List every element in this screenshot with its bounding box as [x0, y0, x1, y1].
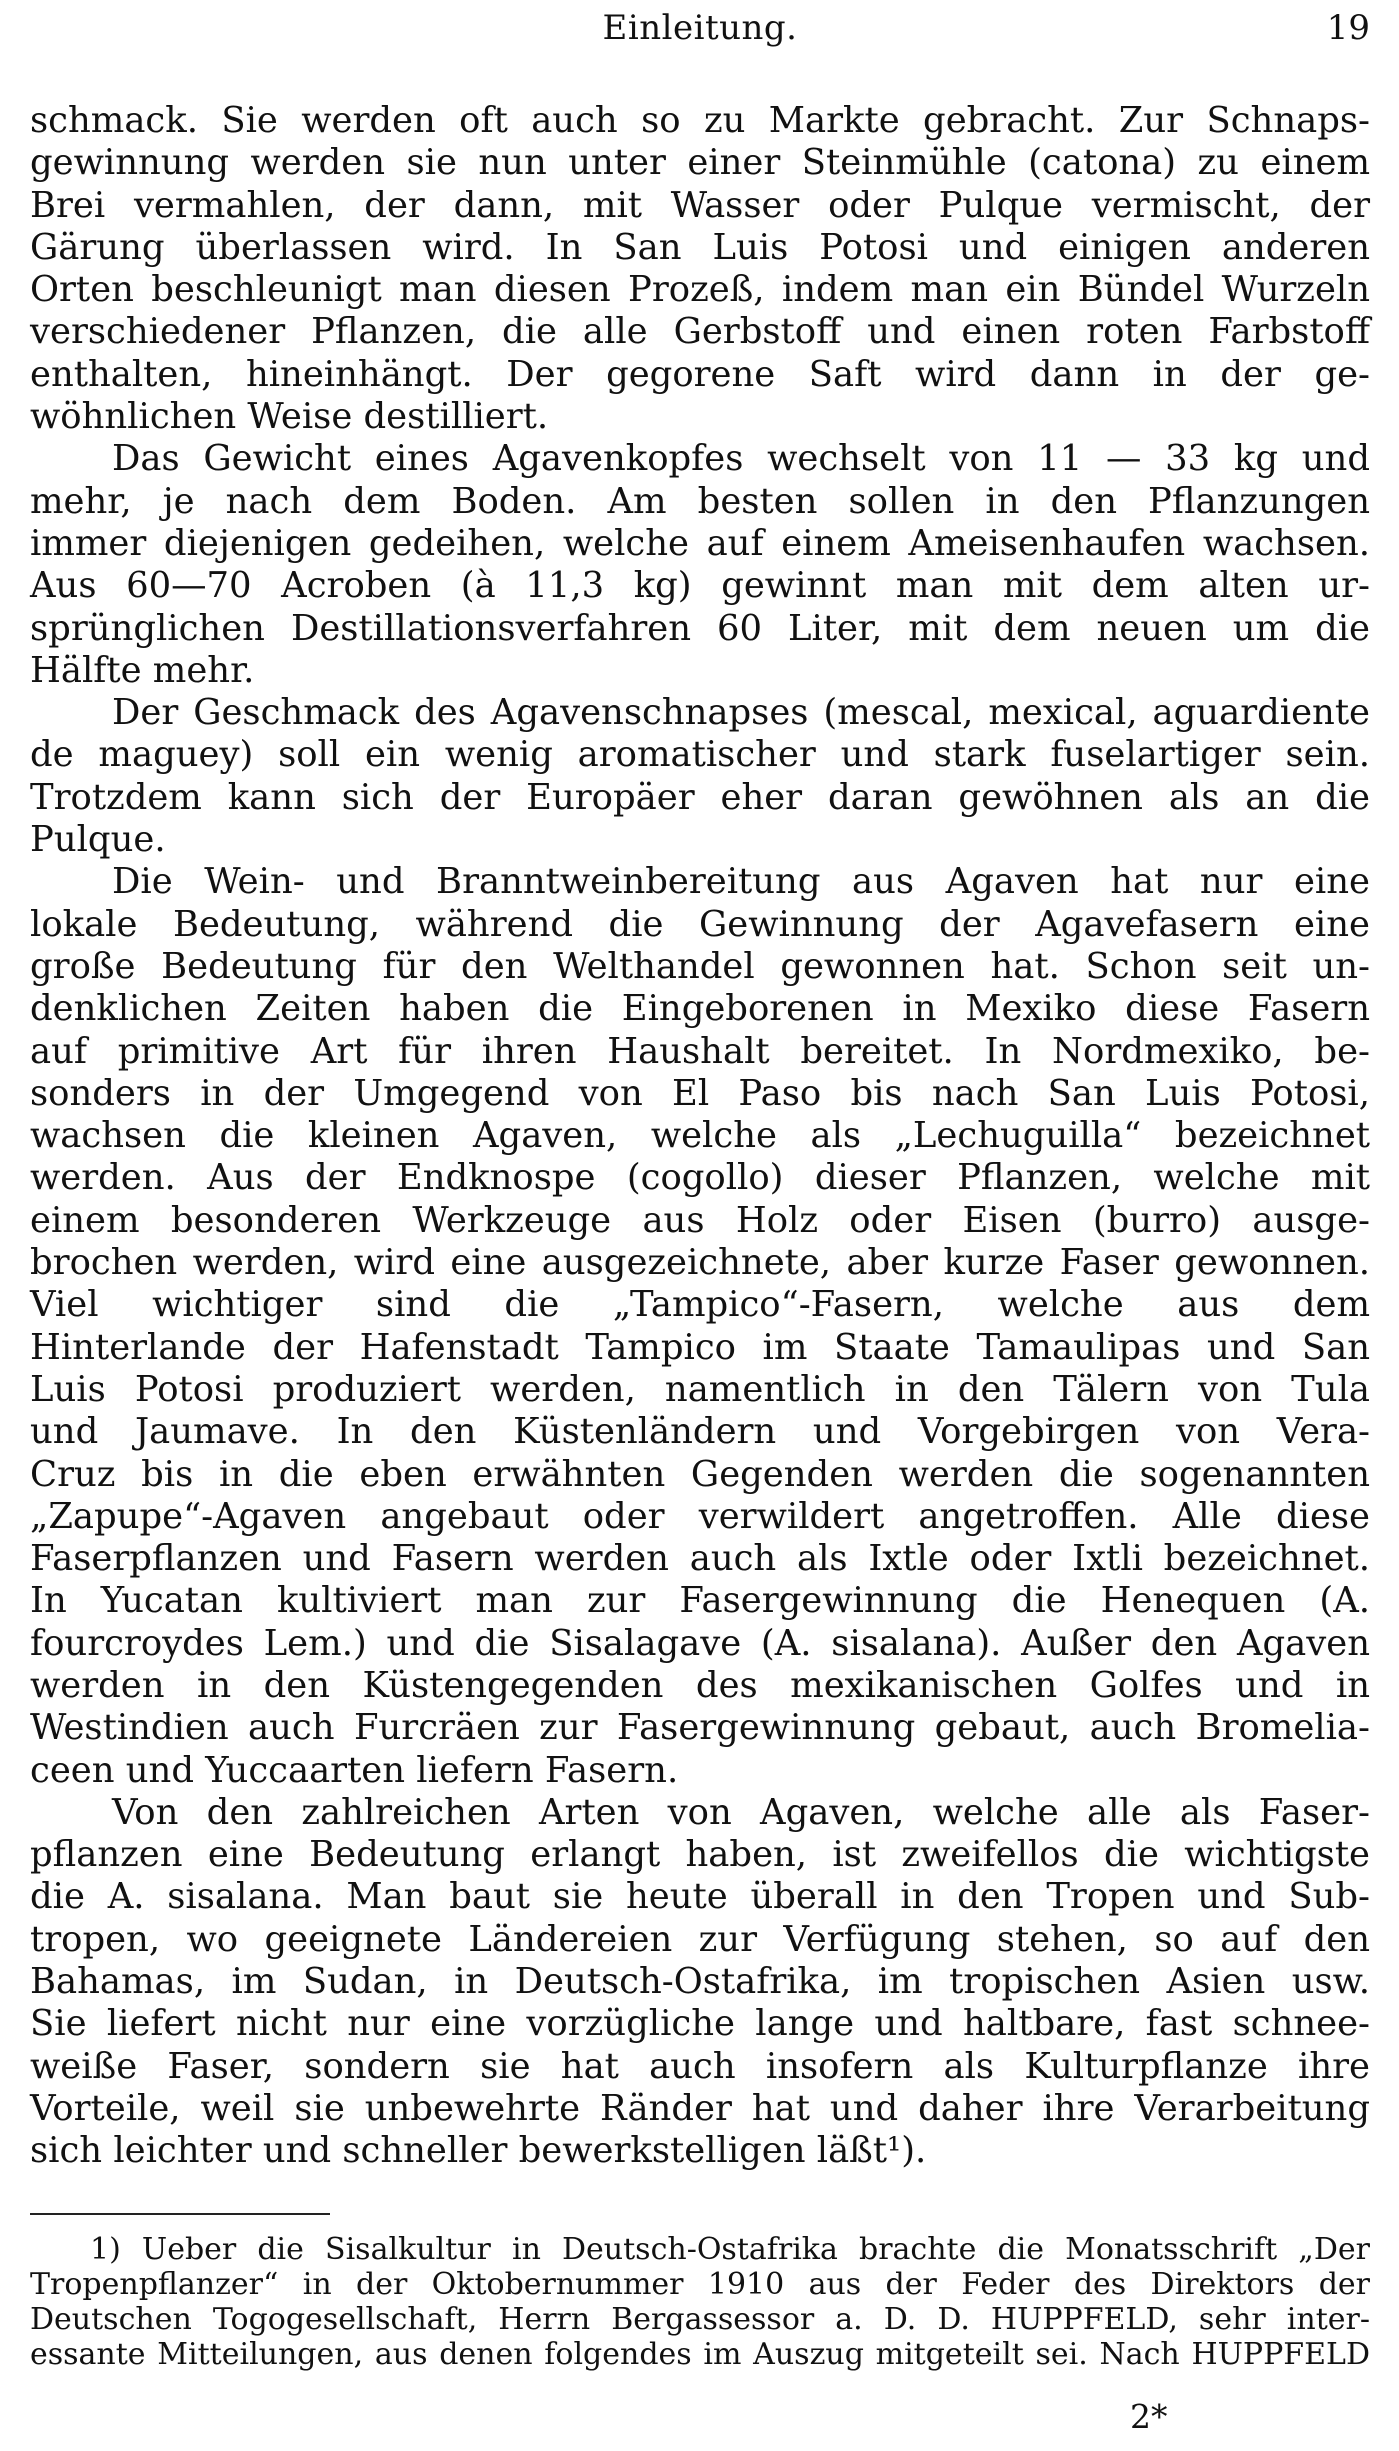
text-line: „Zapupe“-Agaven angebaut oder verwildert angetroffen. Alle diese: [30, 1495, 1370, 1537]
text-line: Sie liefert nicht nur eine vorzügliche lange und haltbare, fast schnee-: [30, 2003, 1370, 2045]
text-line: brochen werden, wird eine ausgezeichnete, aber kurze Faser gewonnen.: [30, 1242, 1370, 1284]
text-line: Brei vermahlen, der dann, mit Wasser oder Pulque vermischt, der: [30, 184, 1370, 226]
text-line: fourcroydes Lem.) und die Sisalagave (A. sisalana). Außer den Agaven: [30, 1622, 1370, 1664]
printer-signature-mark: 2*: [1130, 2397, 1168, 2436]
text-line: schmack. Sie werden oft auch so zu Markte gebracht. Zur Schnaps-: [30, 100, 1370, 141]
text-line: Orten beschleunigt man diesen Prozeß, indem man ein Bündel Wurzeln: [30, 269, 1370, 311]
text-line: ceen und Yuccaarten liefern Fasern.: [30, 1749, 679, 1791]
footnote: [30, 2232, 1370, 2372]
page-number: 19: [1326, 8, 1370, 48]
paragraph: [30, 692, 1370, 861]
text-line: mehr, je nach dem Boden. Am besten sollen in den Pflanzungen: [30, 480, 1370, 522]
text-line: Hinterlande der Hafenstadt Tampico im Staate Tamaulipas und San: [30, 1326, 1370, 1368]
text-line: Der Geschmack des Agavenschnapses (mescal, mexical, aguardiente: [112, 692, 1370, 734]
text-line: weiße Faser, sondern sie hat auch insofern als Kulturpflanze ihre: [30, 2045, 1370, 2087]
text-line: Das Gewicht eines Agavenkopfes wechselt von 11 — 33 kg und: [112, 438, 1370, 480]
text-line: sich leichter und schneller bewerkstelligen läßt¹).: [30, 2130, 927, 2172]
text-line: Faserpflanzen und Fasern werden auch als Ixtle oder Ixtli bezeichnet.: [30, 1538, 1370, 1580]
paragraph: [30, 100, 1370, 438]
text-line: Aus 60—70 Acroben (à 11,3 kg) gewinnt man mit dem alten ur-: [30, 565, 1370, 607]
text-line: Westindien auch Furcräen zur Fasergewinnung gebaut, auch Bromelia-: [30, 1707, 1370, 1749]
text-line: tropen, wo geeignete Ländereien zur Verfügung stehen, so auf den: [30, 1918, 1370, 1960]
paragraph: [30, 438, 1370, 692]
text-line: lokale Bedeutung, während die Gewinnung der Agavefasern eine: [30, 903, 1370, 945]
text-line: verschiedener Pflanzen, die alle Gerbstoff und einen roten Farbstoff: [30, 311, 1370, 353]
text-line: auf primitive Art für ihren Haushalt bereitet. In Nordmexiko, be-: [30, 1030, 1370, 1072]
footnote-line: essante Mitteilungen, aus denen folgendes im Auszug mitgeteilt sei. Nach HUPPFELD: [30, 2337, 1370, 2372]
paragraph: [30, 861, 1370, 1792]
text-line: sonders in der Umgegend von El Paso bis nach San Luis Potosi,: [30, 1072, 1370, 1114]
text-line: de maguey) soll ein wenig aromatischer und stark fuselartiger sein.: [30, 734, 1370, 776]
text-line: einem besonderen Werkzeuge aus Holz oder Eisen (burro) ausge-: [30, 1199, 1370, 1241]
text-line: gewinnung werden sie nun unter einer Steinmühle (catona) zu einem: [30, 142, 1370, 184]
text-line: Hälfte mehr.: [30, 649, 255, 691]
text-line: immer diejenigen gedeihen, welche auf einem Ameisenhaufen wachsen.: [30, 522, 1370, 564]
paragraph: [30, 1792, 1370, 2173]
footnote-line: Deutschen Togogesellschaft, Herrn Bergassessor a. D. D. HUPPFELD, sehr inter-: [30, 2302, 1370, 2337]
text-line: Viel wichtiger sind die „Tampico“-Fasern, welche aus dem: [30, 1284, 1370, 1326]
book-page: [30, 0, 1370, 2451]
text-line: denklichen Zeiten haben die Eingeborenen in Mexiko diese Fasern: [30, 988, 1370, 1030]
body-text: [30, 100, 1370, 2173]
text-line: Luis Potosi produziert werden, namentlich in den Tälern von Tula: [30, 1368, 1370, 1410]
running-header: [30, 8, 1370, 58]
text-line: und Jaumave. In den Küstenländern und Vorgebirgen von Vera-: [30, 1411, 1370, 1453]
text-line: werden. Aus der Endknospe (cogollo) dieser Pflanzen, welche mit: [30, 1157, 1370, 1199]
text-line: Cruz bis in die eben erwähnten Gegenden werden die sogenannten: [30, 1453, 1370, 1495]
text-line: große Bedeutung für den Welthandel gewonnen hat. Schon seit un-: [30, 945, 1370, 987]
text-line: wachsen die kleinen Agaven, welche als „Lechuguilla“ bezeichnet: [30, 1115, 1370, 1157]
text-line: werden in den Küstengegenden des mexikanischen Golfes und in: [30, 1664, 1370, 1706]
text-line: In Yucatan kultiviert man zur Fasergewinnung die Henequen (A.: [30, 1580, 1370, 1622]
footnote-rule: [30, 2213, 330, 2215]
text-line: sprünglichen Destillationsverfahren 60 Liter, mit dem neuen um die: [30, 607, 1370, 649]
header-title: Einleitung.: [602, 8, 798, 48]
text-line: Von den zahlreichen Arten von Agaven, welche alle als Faser-: [112, 1791, 1370, 1833]
text-line: Gärung überlassen wird. In San Luis Potosi und einigen anderen: [30, 226, 1370, 268]
text-line: Die Wein- und Branntweinbereitung aus Agaven hat nur eine: [112, 861, 1370, 903]
text-line: wöhnlichen Weise destilliert.: [30, 396, 549, 438]
footnote-line: Tropenpflanzer“ in der Oktobernummer 1910 aus der Feder des Direktors der: [30, 2267, 1370, 2302]
text-line: Trotzdem kann sich der Europäer eher daran gewöhnen als an die: [30, 776, 1370, 818]
text-line: die A. sisalana. Man baut sie heute überall in den Tropen und Sub-: [30, 1876, 1370, 1918]
text-line: enthalten, hineinhängt. Der gegorene Saft wird dann in der ge-: [30, 353, 1370, 395]
text-line: pflanzen eine Bedeutung erlangt haben, ist zweifellos die wichtigste: [30, 1834, 1370, 1876]
text-line: Pulque.: [30, 819, 166, 861]
footnote-line: 1) Ueber die Sisalkultur in Deutsch-Ostafrika brachte die Monatsschrift „Der: [90, 2232, 1370, 2267]
text-line: Vorteile, weil sie unbewehrte Ränder hat und daher ihre Verarbeitung: [30, 2087, 1370, 2129]
text-line: Bahamas, im Sudan, in Deutsch-Ostafrika, im tropischen Asien usw.: [30, 1961, 1370, 2003]
